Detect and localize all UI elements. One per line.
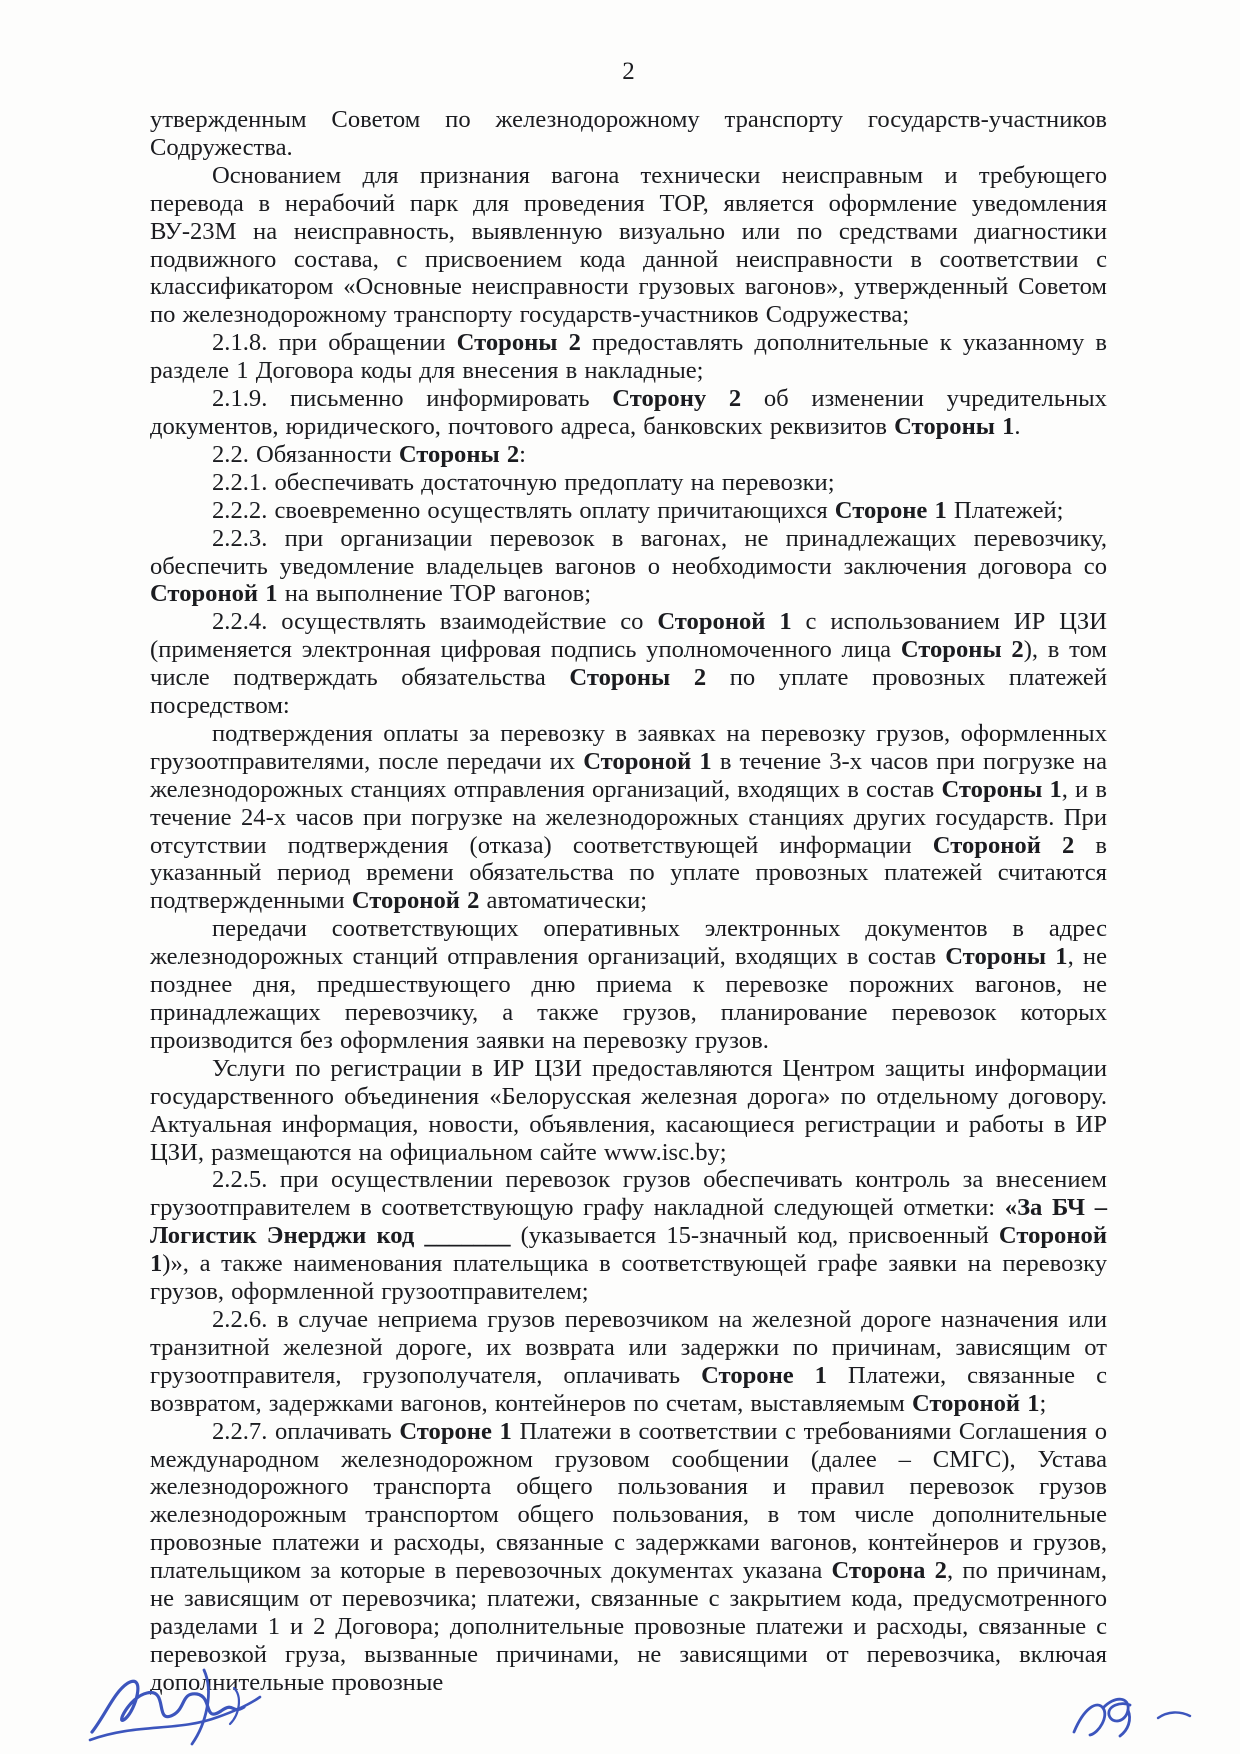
- text-segment: 2.2.2. своевременно осуществлять оплату причитающихся: [212, 496, 835, 524]
- text-segment: утвержденным Советом по железнодорожному транспорту государств-участников Содружества.: [150, 106, 1107, 161]
- text-segment: автоматически;: [479, 887, 648, 915]
- text-segment: подтверждения оплаты за перевозку в заявках на перевозку грузов, оформленных грузоотправителями, после передачи их: [150, 719, 1107, 775]
- bold-text-segment: Стороне 1: [701, 1361, 827, 1389]
- text-segment: об изменении учредительных документов, юридического, почтового адреса, банковских реквизитов: [150, 385, 1107, 440]
- paragraph: [150, 497, 1107, 525]
- bold-text-segment: Стороны 1: [894, 412, 1015, 440]
- bold-text-segment: Стороны 1: [941, 775, 1062, 803]
- bold-text-segment: Стороной 2: [932, 831, 1075, 859]
- text-segment: на выполнение ТОР вагонов;: [277, 580, 592, 608]
- text-segment: Платежи в соответствии с требованиями Соглашения о международном железнодорожном грузовом сообщении (далее – СМГС), Устава железнодорожного транспорта общего пользования и правил перевозок грузов железнодорожным транспортом общего пользования, в том числе дополнительные провозные платежи и расходы, связанные с задержками вагонов, контейнеров и грузов, плательщиком за которые в перевозочных документах указана: [150, 1417, 1108, 1585]
- paragraph: [150, 608, 1107, 720]
- text-segment: 2.2.7. оплачивать: [212, 1417, 400, 1445]
- paragraph: [150, 162, 1107, 329]
- bold-text-segment: Стороне 1: [834, 496, 947, 524]
- text-segment: ;: [1039, 1389, 1047, 1417]
- text-segment: в указанный период времени обязательства по уплате провозных платежей считаются подтвержденными: [150, 831, 1107, 915]
- paragraph: [150, 720, 1107, 915]
- text-segment: :: [519, 440, 526, 468]
- text-segment: с использованием ИР ЦЗИ (применяется электронная цифровая подпись уполномоченного лица: [150, 608, 1107, 664]
- bold-text-segment: Стороны 1: [945, 943, 1068, 971]
- paragraph: [150, 385, 1107, 441]
- paragraph: [150, 1418, 1107, 1697]
- text-segment: ), в том числе подтверждать обязательства: [150, 636, 1107, 692]
- text-segment: Услуги по регистрации в ИР ЦЗИ предоставляются Центром защиты информации государственного объединения «Белорусская железная дорога» по отдельному договору. Актуальная информация, новости, объявления, касающиеся регистрации и работы в ИР ЦЗИ, размещаются на официальном сайте www.isc.by;: [150, 1054, 1107, 1166]
- bold-text-segment: Стороны 2: [456, 329, 581, 357]
- bold-text-segment: Стороной 1: [150, 580, 278, 608]
- bold-text-segment: «За БЧ – Логистик Энерджи код _______: [150, 1194, 1107, 1250]
- text-segment: Платежей;: [946, 496, 1064, 524]
- bold-text-segment: Стороне 1: [399, 1417, 512, 1445]
- text-segment: .: [1014, 412, 1021, 440]
- page-number: 2: [622, 58, 635, 85]
- text-segment: , не позднее дня, предшествующего дню приема к перевозке порожних вагонов, не принадлежащих перевозчику, а также грузов, планирование перевозок которых производится без оформления заявки на перевозку грузов.: [150, 943, 1107, 1054]
- paragraph: [150, 329, 1107, 385]
- text-segment: в течение 3-х часов при погрузке на железнодорожных станциях отправления организаций, входящих в состав: [150, 747, 1107, 803]
- paragraph: [150, 441, 1107, 469]
- text-segment: , по причинам, не зависящим от перевозчика; платежи, связанные с закрытием кода, предусмотренного разделами 1 и 2 Договора; дополнительные провозные платежи и расходы, связанные с перевозкой груза, вызванные причинами, не зависящими от перевозчика, включая дополнительные провозные: [150, 1557, 1107, 1696]
- document-body: [150, 106, 1107, 1697]
- text-segment: Платежи, связанные с возвратом, задержками вагонов, контейнеров по счетам, выставляемым: [150, 1361, 1107, 1417]
- text-segment: передачи соответствующих оперативных электронных документов в адрес железнодорожных станций отправления организаций, входящих в состав: [150, 915, 1107, 971]
- signature-right: [1062, 1688, 1212, 1746]
- paragraph: [150, 915, 1107, 1055]
- text-segment: 2.2. Обязанности: [212, 440, 399, 468]
- text-segment: по уплате провозных платежей посредством:: [150, 664, 1107, 720]
- paragraph: [150, 1055, 1107, 1167]
- bold-text-segment: Стороны 2: [900, 636, 1024, 664]
- text-segment: предоставлять дополнительные к указанному в разделе 1 Договора коды для внесения в накладные;: [150, 329, 1107, 385]
- bold-text-segment: Стороны 2: [569, 664, 707, 692]
- text-segment: 2.2.1. обеспечивать достаточную предоплату на перевозки;: [212, 468, 835, 496]
- text-segment: 2.2.4. осуществлять взаимодействие со: [212, 608, 658, 636]
- bold-text-segment: Сторону 2: [612, 385, 742, 413]
- text-segment: , и в течение 24-х часов при погрузке на железнодорожных станциях других государств. При отсутствии подтверждения (отказа) соответствующей информации: [150, 775, 1107, 859]
- paragraph: [150, 1306, 1107, 1418]
- bold-text-segment: Стороны 2: [398, 440, 520, 468]
- text-segment: 2.2.6. в случае неприема грузов перевозчиком на железной дороге назначения или транзитной железной дороге, их возврата или задержки по причинам, зависящим от грузоотправителя, грузополучателя, оплачивать: [150, 1305, 1107, 1389]
- text-segment: Основанием для признания вагона технически неисправным и требующего перевода в нерабочий парк для проведения ТОР, является оформление уведомления ВУ-23М на неисправность, выявленную визуально или по средствами диагностики подвижного состава, с присвоением кода данной неисправности в соответствии с классификатором «Основные неисправности грузовых вагонов», утвержденный Советом по железнодорожному транспорту государств-участников Содружества;: [150, 161, 1107, 329]
- paragraph: [150, 1166, 1107, 1306]
- bold-text-segment: Стороной 1: [657, 608, 792, 636]
- bold-text-segment: Стороной 1: [911, 1389, 1040, 1417]
- text-segment: 2.2.3. при организации перевозок в вагонах, не принадлежащих перевозчику, обеспечить уведомление владельцев вагонов о необходимости заключения договора со: [150, 524, 1107, 580]
- text-segment: 2.1.9. письменно информировать: [212, 385, 613, 413]
- bold-text-segment: Стороной 1: [583, 747, 712, 775]
- text-segment: 2.1.8. при обращении: [212, 329, 457, 357]
- text-segment: (указывается 15-значный код, присвоенный: [510, 1222, 999, 1250]
- bold-text-segment: Стороной 1: [150, 1222, 1107, 1278]
- paragraph: [150, 469, 1107, 497]
- text-segment: 2.2.5. при осуществлении перевозок грузов обеспечивать контроль за внесением грузоотправителем в соответствующую графу накладной следующей отметки:: [150, 1166, 1107, 1222]
- text-segment: )», а также наименования плательщика в соответствующей графе заявки на перевозку грузов, оформленной грузоотправителем;: [150, 1250, 1107, 1306]
- bold-text-segment: Стороной 2: [351, 887, 480, 915]
- bold-text-segment: Сторона 2: [831, 1557, 947, 1585]
- paragraph: [150, 525, 1107, 609]
- paragraph: [150, 106, 1107, 162]
